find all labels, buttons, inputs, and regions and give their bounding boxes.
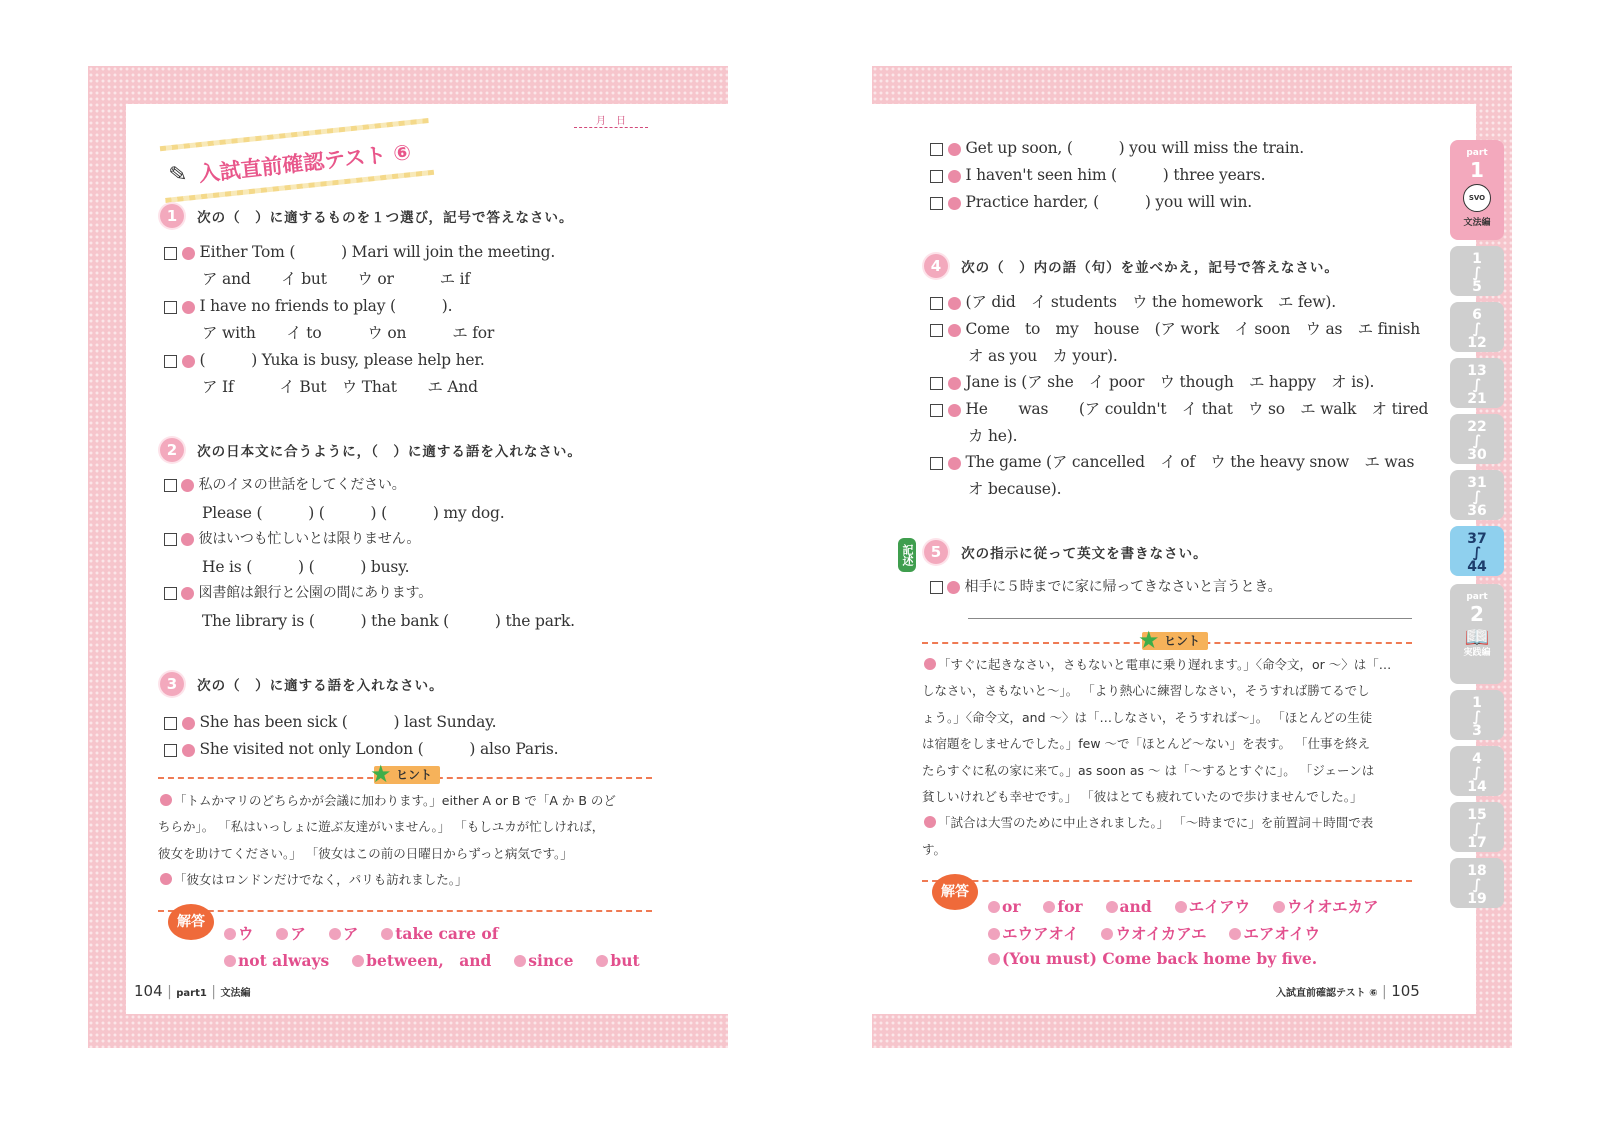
tab-range[interactable]: 1 ∫ 5: [1450, 246, 1504, 296]
question-number-badge: [947, 581, 960, 594]
hint-label: ヒント: [1142, 632, 1208, 650]
question-number-badge: [948, 457, 961, 470]
question-checkbox[interactable]: [164, 355, 177, 368]
section-number: 2: [160, 438, 184, 462]
question-number-badge: [182, 247, 195, 260]
written-badge: 記述: [898, 538, 916, 572]
question-number-badge: [948, 377, 961, 390]
question-number-badge: [948, 170, 961, 183]
question-row: [164, 710, 496, 732]
section-number: 4: [924, 254, 948, 278]
hint-line: す。: [922, 841, 947, 857]
left-page: [88, 66, 728, 1048]
english-blank-line: The library is ( ) the bank ( ) the park.: [202, 612, 575, 630]
question-number-badge: [948, 197, 961, 210]
section-5-header: [924, 540, 1208, 564]
answer-divider: [158, 910, 652, 912]
question-row: [930, 190, 1252, 212]
hint-line: 貧しいけれども幸せです。」 「彼はとても疲れていたので歩けませんでした。」: [922, 789, 1363, 805]
hint-label-group: [370, 760, 440, 788]
section-instruction: 次の（ ）内の語（句）を並べかえ，記号で答えなさい。: [961, 260, 1339, 276]
question-checkbox[interactable]: [930, 457, 943, 470]
question-row: [930, 136, 1304, 158]
question-continuation: オ because).: [968, 480, 1062, 498]
question-text: 相手に５時までに家に帰ってきなさいと言うとき。: [964, 579, 1282, 595]
question-row: [164, 582, 432, 602]
footer-title: 入試直前確認テスト ⑥: [1276, 988, 1378, 999]
question-checkbox[interactable]: [164, 301, 177, 314]
date-label: 月 日: [596, 116, 626, 127]
page-title: 入試直前確認テスト ⑥: [197, 140, 413, 187]
tab-range-active[interactable]: 37 ∫ 44: [1450, 526, 1504, 576]
tab-part2[interactable]: [1450, 584, 1504, 684]
question-number-badge: [182, 301, 195, 314]
question-checkbox[interactable]: [164, 479, 177, 492]
question-row: [164, 240, 555, 262]
section-instruction: 次の（ ）に適する語を入れなさい。: [197, 678, 444, 694]
tab-range[interactable]: 4 ∫ 14: [1450, 746, 1504, 796]
answer-label: 解答: [932, 874, 978, 910]
question-text: The game (ア cancelled イ of ウ the heavy snow エ was: [965, 453, 1415, 471]
question-text: Get up soon, ( ) you will miss the train.: [965, 139, 1304, 157]
question-text: He was (ア couldn't イ that ウ so エ walk オ tired: [965, 400, 1429, 418]
question-continuation: カ he).: [968, 427, 1018, 445]
left-page-sheet: [126, 104, 728, 1014]
question-checkbox[interactable]: [930, 143, 943, 156]
question-row: [930, 163, 1265, 185]
question-row: [164, 294, 452, 316]
section-4-header: [924, 254, 1339, 278]
answer-row-1: or for and エイアウ ウイオエカア: [986, 895, 1378, 917]
question-text: Practice harder, ( ) you will win.: [965, 193, 1253, 211]
question-checkbox[interactable]: [164, 717, 177, 730]
question-checkbox[interactable]: [164, 247, 177, 260]
tab-part-number: 1: [1470, 158, 1484, 182]
answer-divider: [922, 880, 1412, 882]
page-number: 104: [134, 982, 163, 1000]
hint-line: ょう。」〈命令文，and ～〉は「…しなさい，そうすれば～」。 「ほとんどの生徒: [922, 709, 1373, 725]
hint-label: ヒント: [374, 766, 440, 784]
hint-line: たらすぐに私の家に来て。」as soon as ～ は「～するとすぐに」。 「ジェーンは: [922, 762, 1375, 778]
question-number-badge: [948, 404, 961, 417]
hint-label-group: [1138, 626, 1208, 654]
question-number-badge: [181, 533, 194, 546]
page-number: 105: [1391, 982, 1420, 1000]
question-text: Jane is (ア she イ poor ウ though エ happy オ is).: [965, 373, 1375, 391]
japanese-prompt: 私のイヌの世話をしてください。: [198, 477, 406, 493]
star-icon: ★: [370, 760, 392, 788]
hint-line: 「彼女はロンドンだけでなく，パリも訪れました。」: [158, 867, 658, 893]
choices-row: ア with イ to ウ on エ for: [202, 324, 495, 342]
english-blank-line: Please ( ) ( ) ( ) my dog.: [202, 504, 505, 522]
right-page-sheet: [872, 104, 1476, 1014]
question-row: [164, 737, 558, 759]
tab-range[interactable]: 31 ∫ 36: [1450, 470, 1504, 520]
pencil-icon: ✎: [167, 161, 189, 189]
footer-part: part1: [176, 988, 207, 999]
section-number: 1: [160, 204, 184, 228]
date-field: [574, 112, 648, 128]
question-row: [164, 348, 485, 370]
question-row: [930, 370, 1374, 392]
question-number-badge: [182, 717, 195, 730]
answer-row-2: エウアオイ ウオイカアエ エアオイウ: [986, 922, 1320, 944]
question-number-badge: [181, 587, 194, 600]
hint-line: しなさい，さもないと～」。 「より熱心に練習しなさい，そうすれば勝てるでし: [922, 683, 1370, 699]
hint-line: は宿題をしませんでした。」few ～で「ほとんど～ない」を表す。 「仕事を終え: [922, 736, 1371, 752]
question-checkbox[interactable]: [930, 324, 943, 337]
page-footer: 入試直前確認テスト ⑥ | 105: [1276, 982, 1420, 1000]
question-number-badge: [948, 297, 961, 310]
question-text: She has been sick ( ) last Sunday.: [199, 713, 497, 731]
hint-line: 「すぐに起きなさい，さもないと電車に乗り遅れます。」〈命令文，or ～〉は「…: [922, 652, 1418, 678]
question-row: [930, 290, 1336, 312]
question-row: [930, 576, 1281, 596]
hint-line: 「試合は大雪のために中止されました。」 「～時までに」を前置詞＋時間で表: [922, 810, 1418, 836]
footer-section: 文法編: [220, 988, 251, 999]
title-banner: [160, 118, 435, 204]
tab-range[interactable]: 1 ∫ 3: [1450, 690, 1504, 740]
tab-range[interactable]: 15 ∫ 17: [1450, 802, 1504, 852]
question-checkbox[interactable]: [164, 533, 177, 546]
question-number-badge: [948, 324, 961, 337]
question-text: I have no friends to play ( ).: [199, 297, 453, 315]
tab-part-label: part: [1466, 148, 1488, 158]
japanese-prompt: 図書館は銀行と公園の間にあります。: [198, 585, 433, 601]
question-row: [930, 317, 1420, 339]
tab-part-label: part: [1466, 592, 1488, 602]
book-icon: 📖: [1464, 625, 1490, 649]
section-instruction: 次の（ ）に適するものを１つ選び，記号で答えなさい。: [197, 210, 574, 226]
tab-range[interactable]: 18 ∫ 19: [1450, 858, 1504, 908]
answer-row-3: (You must) Come back home by five.: [986, 949, 1317, 968]
star-icon: ★: [1138, 626, 1160, 654]
answer-row-1: ウ ア ア take care of: [222, 922, 498, 944]
question-text: Come to my house (ア work イ soon ウ as エ finish: [965, 320, 1420, 338]
tab-part1[interactable]: [1450, 140, 1504, 240]
question-row: [164, 528, 420, 548]
question-row: [930, 450, 1414, 472]
question-checkbox[interactable]: [164, 587, 177, 600]
svo-icon: SVO: [1463, 184, 1491, 212]
question-checkbox[interactable]: [930, 377, 943, 390]
tab-grammar-label: 文法編: [1463, 218, 1491, 228]
question-text: (ア did イ students ウ the homework エ few).: [965, 293, 1337, 311]
hint-text: [158, 788, 658, 894]
question-number-badge: [182, 744, 195, 757]
english-blank-line: He is ( ) ( ) busy.: [202, 558, 410, 576]
question-text: Either Tom ( ) Mari will join the meeting.: [199, 243, 556, 261]
tab-range[interactable]: 22 ∫ 30: [1450, 414, 1504, 464]
question-text: ( ) Yuka is busy, please help her.: [199, 351, 485, 369]
choices-row: ア If イ But ウ That エ And: [202, 378, 478, 396]
question-text: I haven't seen him ( ) three years.: [965, 166, 1266, 184]
question-row: [930, 397, 1428, 419]
page-footer: 104 | part1 | 文法編: [134, 982, 251, 1000]
section-instruction: 次の指示に従って英文を書きなさい。: [961, 546, 1208, 562]
japanese-prompt: 彼はいつも忙しいとは限りません。: [198, 531, 421, 547]
hint-text: [922, 652, 1418, 863]
answer-label: 解答: [168, 904, 214, 940]
question-row: [164, 474, 406, 494]
section-number: 5: [924, 540, 948, 564]
section-instruction: 次の日本文に合うように，（ ）に適する語を入れなさい。: [197, 444, 582, 460]
question-checkbox[interactable]: [930, 170, 943, 183]
question-continuation: オ as you カ your).: [968, 347, 1118, 365]
tab-range[interactable]: 13 ∫ 21: [1450, 358, 1504, 408]
section-2-header: [160, 438, 582, 462]
question-checkbox[interactable]: [930, 197, 943, 210]
tab-range[interactable]: 6 ∫ 12: [1450, 302, 1504, 352]
hint-line: ちらか」。 「私はいっしょに遊ぶ友達がいません。」 「もしユカが忙しければ，: [158, 819, 605, 835]
tab-practice-label: 実践編: [1463, 648, 1491, 658]
hint-line: 彼女を助けてください。」 「彼女はこの前の日曜日からずっと病気です。」: [158, 845, 573, 861]
section-1-header: [160, 204, 574, 228]
question-checkbox[interactable]: [930, 297, 943, 310]
section-number: 3: [160, 672, 184, 696]
right-page: [872, 66, 1512, 1048]
question-checkbox[interactable]: [930, 581, 943, 594]
answer-row-2: not always between, and since but: [222, 949, 640, 971]
question-checkbox[interactable]: [164, 744, 177, 757]
section-3-header: [160, 672, 444, 696]
hint-line: 「トムかマリのどちらかが会議に加わります。」either A or B で「A か B のど: [158, 788, 658, 814]
answer-write-line[interactable]: [968, 618, 1412, 619]
question-text: She visited not only London ( ) also Paris.: [199, 740, 559, 758]
question-number-badge: [182, 355, 195, 368]
choices-row: ア and イ but ウ or エ if: [202, 270, 470, 288]
question-number-badge: [181, 479, 194, 492]
tab-part-number: 2: [1470, 602, 1484, 626]
question-checkbox[interactable]: [930, 404, 943, 417]
question-number-badge: [948, 143, 961, 156]
